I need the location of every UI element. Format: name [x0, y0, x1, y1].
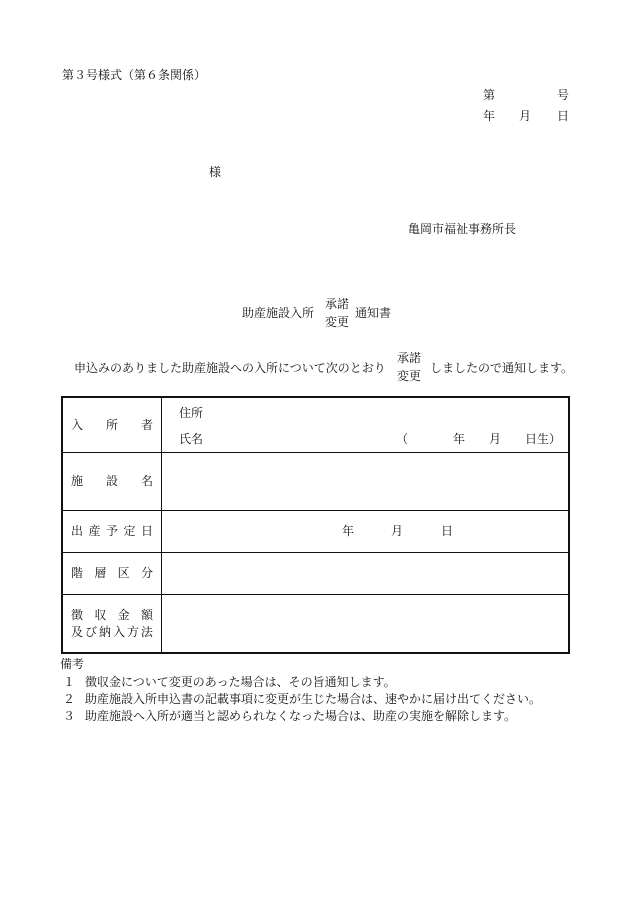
- notes-heading: 備考: [60, 657, 85, 671]
- number-label-go: 号: [557, 88, 570, 102]
- label-due-date: 出 産 予 定 日: [62, 510, 162, 552]
- facility-value[interactable]: [162, 452, 570, 510]
- label-class: 階 層 区 分: [62, 552, 162, 594]
- title-choice: [325, 298, 349, 328]
- note-3-number: ３: [63, 709, 76, 723]
- note-1-text: 徴収金について変更のあった場合は、その旨通知します。: [85, 675, 396, 689]
- row-due-date: [62, 510, 569, 552]
- addressee-honorific: 様: [209, 165, 222, 179]
- title-prefix: 助産施設入所: [242, 306, 315, 320]
- title-suffix: 通知書: [355, 306, 392, 320]
- note-3-text: 助産施設へ入所が適当と認められなくなった場合は、助産の実施を解除します。: [85, 709, 517, 723]
- label-resident: 入 所 者: [62, 397, 162, 452]
- title-choice-lower: 変更: [325, 315, 350, 329]
- intro-choice: [397, 352, 421, 382]
- due-date-value[interactable]: [162, 510, 570, 552]
- row-class: [62, 552, 569, 594]
- resident-value[interactable]: [162, 397, 570, 452]
- note-2-text: 助産施設入所申込書の記載事項に変更が生じた場合は、速やかに届け出てください。: [85, 692, 542, 706]
- due-month-label: 月: [391, 523, 404, 538]
- due-day-label: 日: [441, 523, 454, 538]
- intro-before: 申込みのありました助産施設への入所について次のとおり: [74, 361, 386, 375]
- intro-after: しましたので通知します。: [430, 361, 574, 375]
- date-month-label: 月: [519, 109, 532, 123]
- intro-choice-upper: 承諾: [397, 351, 422, 365]
- row-facility: [62, 452, 569, 510]
- note-2-number: ２: [63, 692, 76, 706]
- birth-paren-open: （: [396, 432, 409, 446]
- title-choice-upper: 承諾: [325, 297, 350, 311]
- label-fee: 徴 収 金 額 及 び 納 入 方 法: [62, 594, 162, 653]
- fee-value[interactable]: [162, 594, 570, 653]
- row-fee: [62, 594, 569, 653]
- class-value[interactable]: [162, 552, 570, 594]
- notice-table: [61, 396, 570, 654]
- number-label-dai: 第: [483, 88, 496, 102]
- intro-choice-lower: 変更: [397, 369, 422, 383]
- date-day-label: 日: [557, 109, 570, 123]
- note-1-number: １: [63, 675, 76, 689]
- sender-title: 亀岡市福祉事務所長: [408, 222, 517, 236]
- label-facility: 施 設 名: [62, 452, 162, 510]
- birth-day-label: 日生）: [525, 432, 562, 446]
- row-resident: [62, 397, 569, 452]
- date-year-label: 年: [483, 109, 496, 123]
- name-label: 氏名: [179, 432, 204, 446]
- form-number: 第３号様式（第６条関係）: [62, 68, 207, 82]
- due-year-label: 年: [342, 523, 355, 538]
- address-label: 住所: [179, 406, 204, 420]
- birth-month-label: 月: [489, 432, 502, 446]
- birth-year-label: 年: [453, 432, 466, 446]
